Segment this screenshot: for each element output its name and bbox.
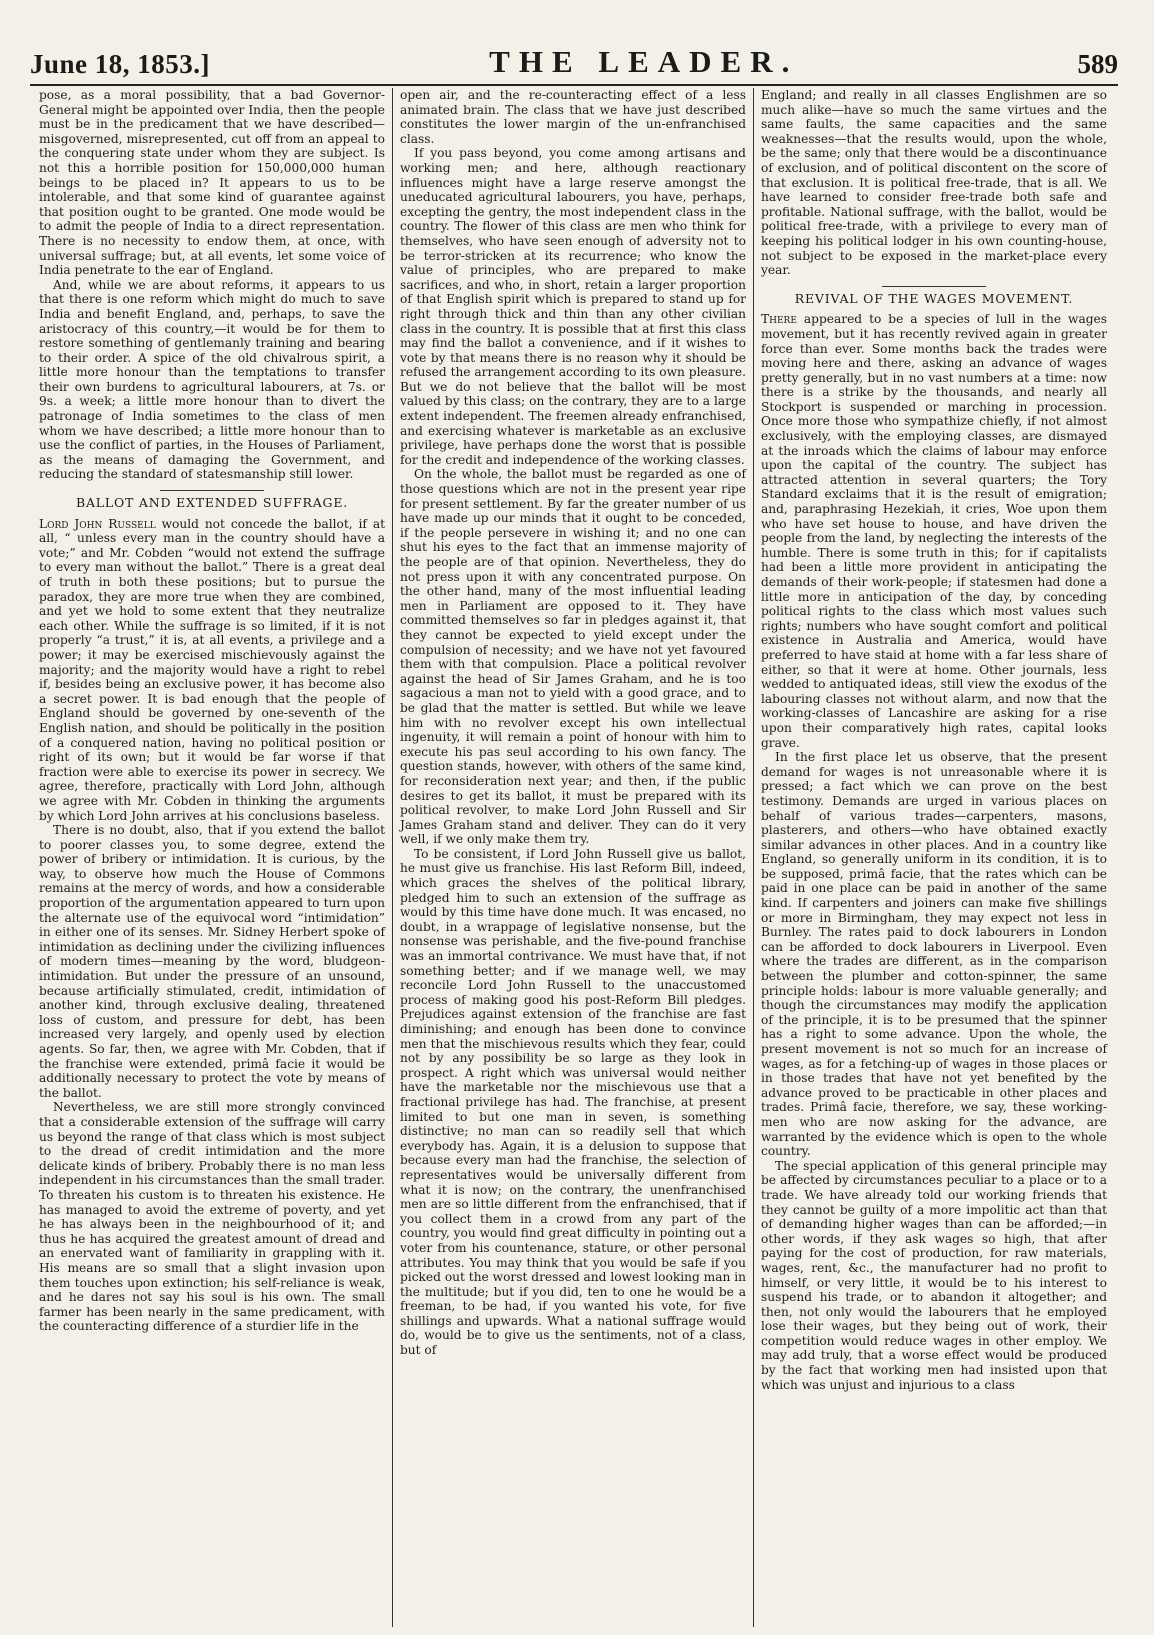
header-rule (30, 84, 1118, 86)
paragraph: open air, and the re-counteracting effect of a less animated brain. The class that we have just described constitutes the lower margin of the un-enfranchised class. (400, 88, 746, 146)
newspaper-title: THE LEADER. (489, 44, 799, 79)
paragraph: To be consistent, if Lord John Russell give us ballot, he must give us franchise. His last Reform Bill, indeed, which graces the shelves of the political library, pledged him to such an extension of the suffrage as would by this time have done much. It was encased, no doubt, in a wrappage of legislative nonsense, but the nonsense was perishable, and the five-pound franchise was an immortal contrivance. We must have that, if not something better; and if we manage well, we may reconcile Lord John Russell to the unaccustomed process of making good his post-Reform Bill pledges. Prejudices against extension of the franchise are fast diminishing; and enough has been done to convince men that the mischievous results which they fear, could not by any possibility be so large as they look in prospect. A right which was universal would neither have the marketable nor the mischievous use that a fractional privilege has had. The franchise, at present limited to but one man in seven, is something distinctive; no man can so readily sell that which everybody has. Again, it is a delusion to suppose that because every man had the franchise, the selection of representatives would be universally different from what it is now; on the contrary, the unenfranchised men are so little different from the enfranchised, that if you collect them in a crowd from any part of the country, you would find great difficulty in pointing out a voter from his countenance, stature, or other personal attributes. You may think that you would be safe if you picked out the worst dressed and lowest looking man in the multitude; but if you did, ten to one he would be a freeman, to be had, if you wanted his vote, for five shillings and upwards. What a national suffrage would do, would be to give us the sentiments, not of a class, but of (400, 846, 746, 1358)
paragraph (761, 312, 1107, 750)
paragraph: In the first place let us observe, that the present demand for wages is not unreasonable where it is pressed; a fact which we can prove on the best testimony. Demands are urged in various places on behalf of various trades—carpenters, masons, plasterers, and others—who have obtained exactly similar advances in other places. And in a country like England, so generally uniform in its condition, it is to be supposed, primâ facie, that the rates which can be paid in one place can be paid in another of the same kind. If carpenters and joiners can make five shillings or more in Birmingham, they may expect not less in Burnley. The rates paid to dock labourers in London can be afforded to dock labourers in Liverpool. Even where the trades are different, as in the comparison between the plumber and cotton-spinner, the same principle holds: labour is more valuable generally; and though the circumstances may modify the application of the principle, it is to be presumed that the spinner has a right to some advance. Upon the whole, the present movement is not so much for an increase of wages, as for a fetching-up of wages in those places or in those trades that have not yet benefited by the advance proved to be practicable in other places and trades. Primâ facie, therefore, we say, these working-men who are now asking for the advance, are warranted by the evidence which is open to the whole country. (761, 750, 1107, 1159)
paragraph-text: appeared to be a species of lull in the wages movement, but it has recently revived again in greater force than ever. Some months back the trades were moving here and there, asking an advance of wages pretty generally, but in no vast numbers at a time: now there is a strike by the thousands, and nearly all Stockport is suspended or marching in procession. Once more those who sympathize chiefly, if not almost exclusively, with the employing classes, are dismayed at the inroads which the claims of labour may enforce upon the capital of the country. The subject has attracted attention in several quarters; the Tory Standard exclaims that it is the result of emigration; and, paraphrasing Hezekiah, it cries, Woe upon them who have set house to house, and have driven the people from the land, by neglecting the interests of the humble. There is some truth in this; for if capitalists had been a little more provident in anticipating the demands of their work-people; if statesmen had done a little more in anticipation of the day, by conceding political rights to the class which most values such rights; numbers who have sought comfort and political existence in Australia and America, would have preferred to have staid at home with a far less share of either, so that it were at home. Other journals, less wedded to antiquated ideas, still view the exodus of the labouring classes not without alarm, and now that the working-classes of Lancashire are asking for a rise upon their comparatively high rates, capital looks grave. (761, 312, 1107, 750)
lead-in: There (761, 312, 797, 327)
article-columns (32, 88, 1114, 1627)
page-number: 589 (1077, 49, 1118, 79)
column-3 (753, 88, 1114, 1627)
paragraph: If you pass beyond, you come among artisans and working men; and here, although reactionary influences might have a large reserve amongst the uneducated agricultural labourers, you have, perhaps, excepting the gentry, the most independent class in the country. The flower of this class are men who think for themselves, who have seen enough of adversity not to be terror-stricken at its recurrence; who know the value of principles, who are prepared to make sacrifices, and who, in short, retain a larger proportion of that English spirit which is prepared to stand up for right through thick and thin than any other civilian class in the country. It is possible that at first this class may find the ballot a convenience, and if it wishes to vote by that means there is no reason why it should be refused the arrangement according to its own pleasure. But we do not believe that the ballot will be most valued by this class; on the contrary, they are to a large extent independent. The freemen already enfranchised, and exercising whatever is marketable as an exclusive privilege, have perhaps done the worst that is possible for the credit and independence of the working classes. (400, 146, 746, 467)
paragraph: England; and really in all classes Englishmen are so much alike—have so much the same virtues and the same faults, the same capacities and the same weaknesses—that the results would, upon the whole, be the same; only that there would be a discontinuance of exclusion, and of political discontent on the score of that exclusion. It is political free-trade, that is all. We have learned to consider free-trade both safe and profitable. National suffrage, with the ballot, would be political free-trade, with a privilege to every man of keeping his political lodger in his own counting-house, not subject to be exposed in the market-place every year. (761, 88, 1107, 278)
paragraph: pose, as a moral possibility, that a bad Governor-General might be appointed over India, then the people must be in the predicament that we have described—misgoverned, misrepresented, cut off from an appeal to the conquering state under whom they are subject. Is not this a horrible position for 150,000,000 human beings to be placed in? It appears to us to be intolerable, and that some kind of guarantee against that position ought to be granted. One mode would be to admit the people of India to a direct representation. There is no necessity to endow them, at once, with universal suffrage; but, at all events, let some voice of India penetrate to the ear of England. (39, 88, 385, 278)
lead-in: Lord John Russell (39, 516, 156, 531)
masthead (30, 28, 1118, 80)
paragraph: Nevertheless, we are still more strongly convinced that a considerable extension of the suffrage will carry us beyond the range of that class which is most subject to the dread of credit intimidation and the more delicate kinds of bribery. Probably there is no man less independent in his circumstances than the small trader. To threaten his custom is to threaten his existence. He has managed to avoid the extreme of poverty, and yet he has always been in the neighbourhood of it; and thus he has acquired the greatest amount of dread and an enervated want of familiarity in grappling with it. His means are so small that a slight invasion upon them touches upon extinction; his self-reliance is weak, and he dares not say his soul is his own. The small farmer has been nearly in the same predicament, with the counteracting difference of a sturdier life in the (39, 1100, 385, 1334)
paragraph (39, 517, 385, 823)
column-2 (392, 88, 753, 1627)
issue-date: June 18, 1853.] (30, 49, 211, 79)
paragraph: There is no doubt, also, that if you extend the ballot to poorer classes you, to some degree, extend the power of bribery or intimidation. It is curious, by the way, to observe how much the House of Commons remains at the mercy of words, and how a considerable proportion of the argumentation appeared to turn upon the alternate use of the equivocal word “intimidation” in either one of its senses. Mr. Sidney Herbert spoke of intimidation as declining under the civilizing influences of modern times—meaning by the word, bludgeon-intimidation. But under the pressure of an unsound, because artificially stimulated, credit, intimidation of another kind, through exclusive dealing, threatened loss of custom, and pressure for debt, has been increased very largely, and openly used by election agents. So far, then, we agree with Mr. Cobden, that if the franchise were extended, primâ facie it would be additionally necessary to protect the vote by means of the ballot. (39, 823, 385, 1100)
section-heading: BALLOT AND EXTENDED SUFFRAGE. (39, 490, 385, 511)
section-heading: REVIVAL OF THE WAGES MOVEMENT. (761, 286, 1107, 307)
paragraph: And, while we are about reforms, it appears to us that there is one reform which might do much to save India and benefit England, and, perhaps, to save the aristocracy of this country,—it would be for them to restore something of gentlemanly training and bearing to their order. A spice of the old chivalrous spirit, a little more honour than the temptations to transfer their own burdens to agricultural labourers, at 7s. or 9s. a week; a little more honour than to divert the patronage of India sometimes to the class of men whom we have described; a little more honour than to use the conflict of parties, in the Houses of Parliament, as the means of damaging the Government, and reducing the standard of statesmanship still lower. (39, 277, 385, 482)
paragraph: On the whole, the ballot must be regarded as one of those questions which are not in the present year ripe for present settlement. By far the greater number of us have made up our minds that it ought to be conceded, if the people persevere in wishing it; and no one can shut his eyes to the fact that an immense majority of the people are of that opinion. Nevertheless, they do not press upon it with any concentrated purpose. On the other hand, many of the most influential leading men in Parliament are opposed to it. They have committed themselves so far in pledges against it, that they cannot be expected to yield except under the compulsion of necessity; and we have not yet favoured them with that compulsion. Place a political revolver against the head of Sir James Graham, and he is too sagacious a man not to yield with a good grace, and to be glad that the matter is settled. But while we leave him with no revolver except his own intellectual ingenuity, it will remain a point of honour with him to execute his pas seul according to his own fancy. The question stands, however, with others of the same kind, for reconsideration next year; and then, if the public desires to get its ballot, it must be prepared with its political revolver, to make Lord John Russell and Sir James Graham stand and deliver. They can do it very well, if we only make them try. (400, 467, 746, 847)
paragraph-text: would not concede the ballot, if at all, “ unless every man in the country should have a vote;” and Mr. Cobden “would not extend the suffrage to every man without the ballot.” There is a great deal of truth in both these positions; but to pursue the paradox, they are more true when they are combined, and yet we hold to some extent that they neutralize each other. While the suffrage is so limited, if it is not properly “a trust,” it is, at all events, a privilege and a power; it may be exercised mischievously against the majority; and the majority would have a right to rebel if, besides being an exclusive power, it has become also a secret power. It is bad enough that the people of England should be governed by one-seventh of the English nation, and should be politically in the position of a conquered nation, having no political position or right of its own; but it would be far worse if that fraction were able to exercise its power in secrecy. We agree, therefore, practically with Lord John, although we agree with Mr. Cobden in thinking the arguments by which Lord John arrives at his conclusions baseless. (39, 516, 385, 823)
paragraph: The special application of this general principle may be affected by circumstances peculiar to a place or to a trade. We have already told our working friends that they cannot be guilty of a more impolitic act than that of demanding higher wages than can be afforded;—in other words, if they ask wages so high, that after paying for the cost of production, for raw materials, wages, rent, &c., the manufacturer had no profit to himself, or very little, it would be to his interest to suspend his trade, or to abandon it altogether; and then, not only would the labourers that he employed lose their wages, but they being out of work, their competition would reduce wages in other employ. We may add truly, that a worse effect would be produced by the fact that working men had insisted upon that which was unjust and injurious to a class (761, 1158, 1107, 1392)
column-1 (32, 88, 392, 1627)
